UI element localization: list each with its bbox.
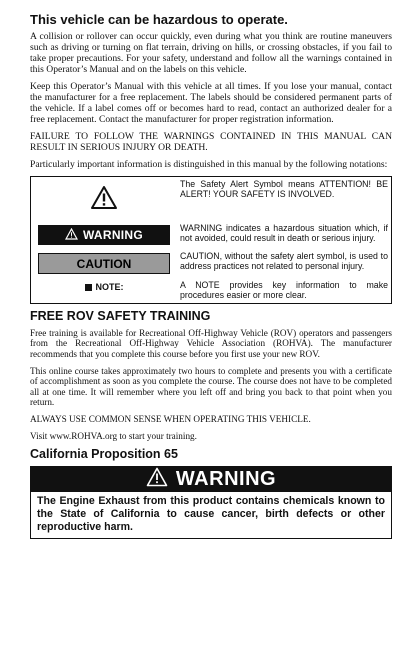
warning-description: WARNING indicates a hazardous situation which, if not avoided, could result in death or serious injury.	[180, 223, 388, 244]
rov-paragraph-3: ALWAYS USE COMMON SENSE WHEN OPERATING THIS VEHICLE.	[30, 413, 311, 424]
caution-badge-label: CAUTION	[76, 256, 132, 271]
notation-row-warning	[31, 217, 392, 249]
note-description: A NOTE provides key information to make procedures easier or more clear.	[180, 280, 388, 301]
warning-triangle-icon	[65, 228, 83, 243]
prop65-warning-text: The Engine Exhaust from this product contains chemicals known to the State of California to cause cancer, birth defects or other reproductive harm.	[37, 495, 385, 534]
rov-paragraph-2: This online course takes approximately two hours to complete and presents you with a certificate of accomplishment as soon as you complete the course. The course does not have to be completed all at one time. It will remember where you left off and bring you back to that point when you return.	[30, 365, 392, 408]
safety-alert-icon	[90, 185, 118, 215]
notation-row-note	[31, 278, 392, 303]
hazard-paragraph-4: Particularly important information is distinguished in this manual by the following notations:	[30, 159, 388, 170]
warning-badge	[38, 225, 170, 245]
rov-heading: FREE ROV SAFETY TRAINING	[30, 308, 211, 323]
prop65-heading: California Proposition 65	[30, 447, 178, 462]
caution-description: CAUTION, without the safety alert symbol, is used to address practices not related to personal injury.	[180, 251, 388, 272]
hazard-paragraph-2: Keep this Operator’s Manual with this vehicle at all times. If you lose your manual, contact the manufacturer for a free replacement. The labels should be considered permanent parts of the vehicle. If a label comes off or becomes hard to read, contact an authorized dealer for a free replacement. Contact the manufacturer for proper registration information.	[30, 81, 392, 125]
note-badge	[34, 282, 174, 292]
rov-paragraph-4: Visit www.ROHVA.org to start your training.	[30, 430, 197, 441]
hazard-paragraph-1: A collision or rollover can occur quickly, even during what you think are routine maneuvers such as driving or turning on flat terrain, driving on hills, or crossing obstacles, if you fail to take proper precautions. For your safety, understand and follow all the warnings contained in this Operator’s Manual and on the labels on this vehicle.	[30, 31, 392, 75]
notations-table	[30, 176, 392, 304]
note-badge-label: NOTE:	[95, 282, 124, 292]
caution-badge	[38, 253, 170, 274]
prop65-warning-triangle-icon	[146, 467, 176, 493]
hazard-paragraph-3: FAILURE TO FOLLOW THE WARNINGS CONTAINED IN THIS MANUAL CAN RESULT IN SERIOUS INJURY OR DEATH.	[30, 131, 392, 153]
notation-row-caution	[31, 249, 392, 278]
rov-paragraph-1: Free training is available for Recreational Off-Highway Vehicle (ROV) operators and passengers from the Recreational Off-Highway Vehicle Association (ROHVA). The manufacturer recommends that you complete this course before you first use your new ROV.	[30, 327, 392, 359]
notation-row-alert	[31, 177, 392, 218]
manual-page	[30, 12, 392, 539]
hazard-heading: This vehicle can be hazardous to operate.	[30, 12, 288, 27]
alert-description: The Safety Alert Symbol means ATTENTION! BE ALERT! YOUR SAFETY IS INVOLVED.	[180, 179, 388, 200]
square-bullet-icon	[85, 284, 92, 291]
warning-badge-label: WARNING	[82, 228, 144, 242]
prop65-warning-bar	[31, 467, 391, 492]
prop65-warning-label: WARNING	[175, 468, 277, 491]
prop65-warning-box	[30, 466, 392, 539]
